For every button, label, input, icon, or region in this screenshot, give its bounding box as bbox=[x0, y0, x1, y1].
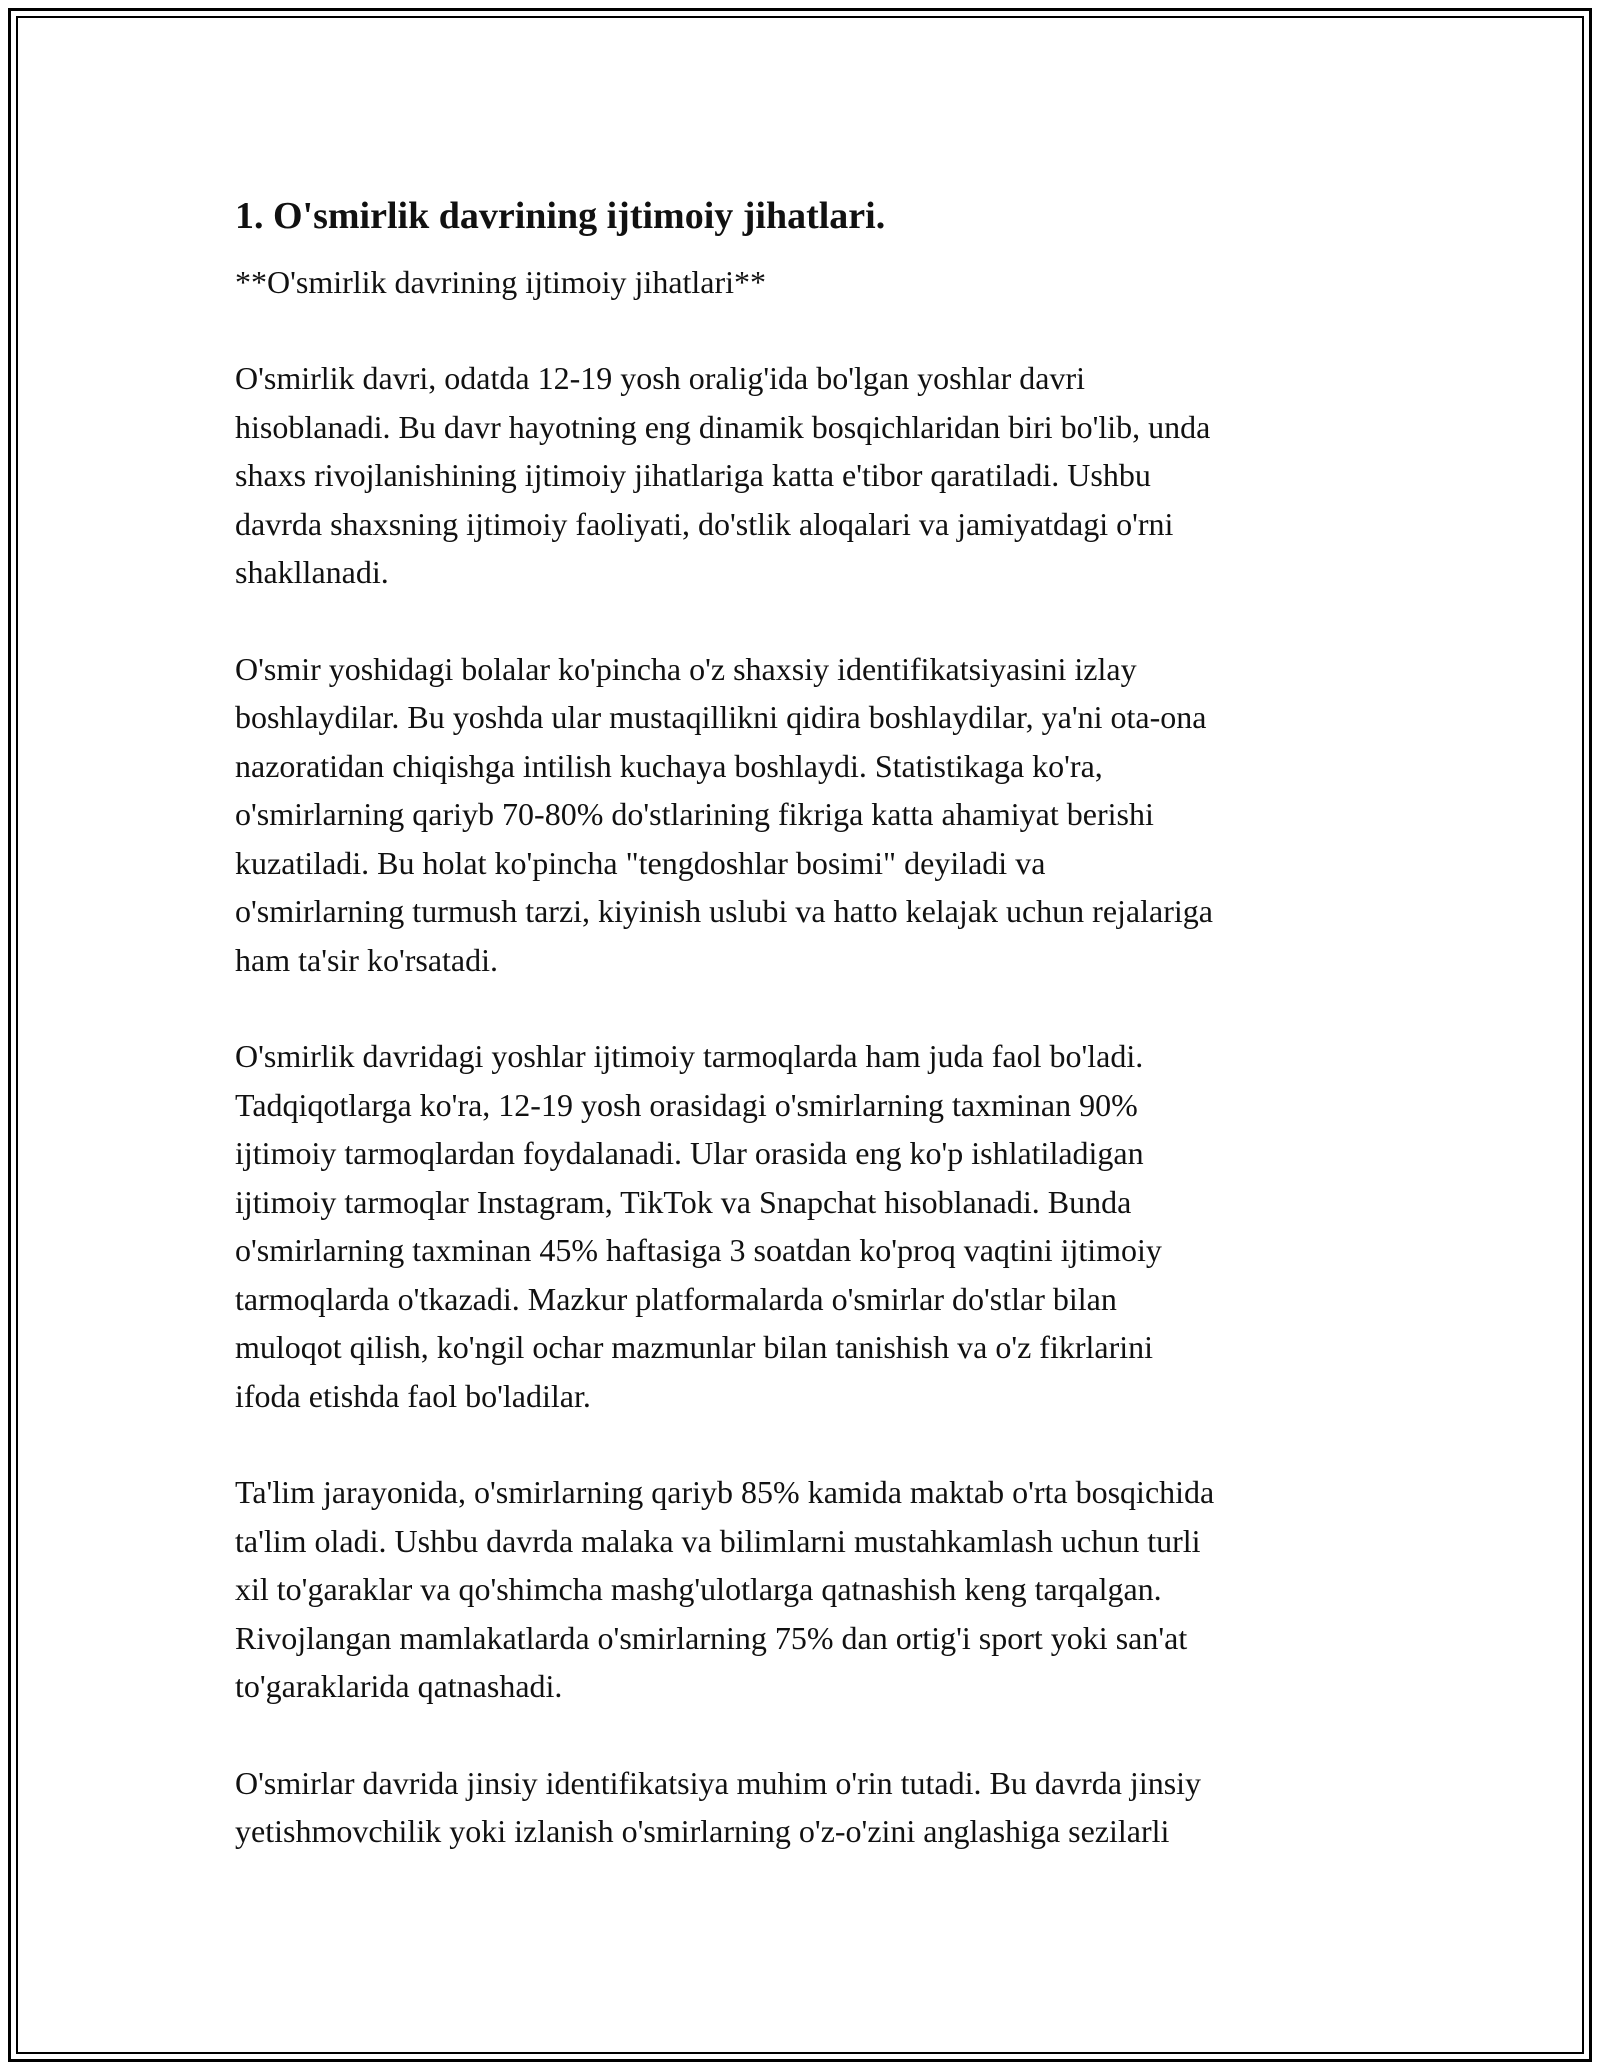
document-body bbox=[235, 188, 1385, 1904]
paragraph-1: O'smirlik davri, odatda 12-19 yosh oralig'ida bo'lgan yoshlar davri hisoblanadi. Bu davr hayotning eng dinamik bosqichlaridan biri bo'lib, unda shaxs rivojlanishining ijtimoiy jihatlariga katta e'tibor qaratiladi. Ushbu davrda shaxsning ijtimoiy faoliyati, do'stlik aloqalari va jamiyatdagi o'rni shakllanadi. bbox=[235, 360, 1211, 590]
document-subtitle: **O'smirlik davrining ijtimoiy jihatlari** bbox=[235, 264, 767, 300]
paragraph-3: O'smirlik davridagi yoshlar ijtimoiy tarmoqlarda ham juda faol bo'ladi. Tadqiqotlarga ko'ra, 12-19 yosh orasidagi o'smirlarning taxminan 90% ijtimoiy tarmoqlardan foydalanadi. Ular orasida eng ko'p ishlatiladigan ijtimoiy tarmoqlar Instagram, TikTok va Snapchat hisoblanadi. Bunda o'smirlarning taxminan 45% haftasiga 3 soatdan ko'proq vaqtini ijtimoiy tarmoqlarda o'tkazadi. Mazkur platformalarda o'smirlar do'stlar bilan muloqot qilish, ko'ngil ochar mazmunlar bilan tanishish va o'z fikrlarini ifoda etishda faol bo'ladilar. bbox=[235, 1038, 1162, 1414]
paragraph-2: O'smir yoshidagi bolalar ko'pincha o'z shaxsiy identifikatsiyasini izlay boshlaydilar. Bu yoshda ular mustaqillikni qidira boshlaydilar, ya'ni ota-ona nazoratidan chiqishga intilish kuchaya boshlaydi. Statistikaga ko'ra, o'smirlarning qariyb 70-80% do'stlarining fikriga katta ahamiyat berishi kuzatiladi. Bu holat ko'pincha "tengdoshlar bosimi" deyiladi va o'smirlarning turmush tarzi, kiyinish uslubi va hatto kelajak uchun rejalariga ham ta'sir ko'rsatadi. bbox=[235, 650, 1213, 978]
paragraph-5: O'smirlar davrida jinsiy identifikatsiya muhim o'rin tutadi. Bu davrda jinsiy yetishmovchilik yoki izlanish o'smirlarning o'z-o'zini anglashiga sezilarli bbox=[235, 1764, 1202, 1849]
document-title: 1. O'smirlik davrining ijtimoiy jihatlari. bbox=[235, 195, 886, 237]
paragraph-4: Ta'lim jarayonida, o'smirlarning qariyb 85% kamida maktab o'rta bosqichida ta'lim oladi. Ushbu davrda malaka va bilimlarni mustahkamlash uchun turli xil to'garaklar va qo'shimcha mashg'ulotlarga qatnashish keng tarqalgan. Rivojlangan mamlakatlarda o'smirlarning 75% dan ortig'i sport yoki san'at to'garaklarida qatnashadi. bbox=[235, 1474, 1215, 1704]
